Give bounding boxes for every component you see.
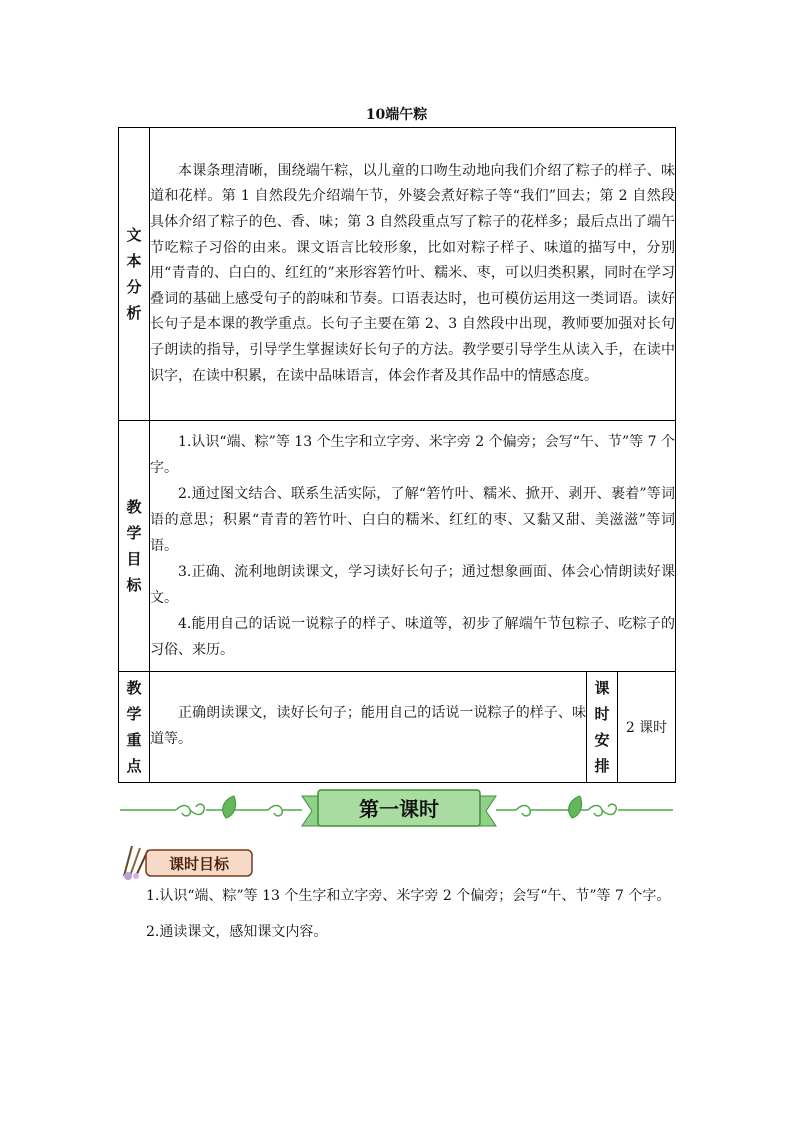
schedule-value: 2 课时 <box>618 672 676 783</box>
objective-item: 1.认识“端、粽”等 13 个生字和立字旁、米字旁 2 个偏旁；会写“午、节”等 7 个字。 <box>146 888 671 904</box>
row-label: 文 本 分 析 <box>119 128 150 421</box>
goal-item: 1.认识“端、粽”等 13 个生字和立字旁、米字旁 2 个偏旁；会写“午、节”等 7 个字。 <box>150 434 675 476</box>
badge-label: 课时目标 <box>168 855 230 873</box>
goal-item: 4.能用自己的话说一说粽子的样子、味道等，初步了解端午节包粽子、吃粽子的习俗、来历。 <box>150 616 675 658</box>
schedule-label: 课 时 安 排 <box>587 672 618 783</box>
text-analysis-cell <box>150 128 676 421</box>
row-label: 教 学 重 点 <box>119 672 150 783</box>
row-label: 教 学 目 标 <box>119 421 150 672</box>
key-points-cell <box>150 672 587 783</box>
vine-right-decoration <box>496 804 673 816</box>
teaching-goals-cell <box>150 421 676 672</box>
leaf-left-icon <box>223 796 236 818</box>
analysis-paragraph: 本课条理清晰，围绕端午粽，以儿童的口吻生动地向我们介绍了粽子的样子、味道和花样。第 1 自然段先介绍端午节，外婆会煮好粽子等“我们”回去；第 2 自然段具体介绍了粽子的色、香、味；第 3 自然段重点写了粽子的花样多；最后点出了端午节吃粽子习俗的由来。课文语言比较形象，比如对粽子样子、味道的描写中，分别用“青青的、白白的、红红的”来形容箬竹叶、糯米、枣，可以归类积累，同时在学习叠词的基础上感受句子的韵味和节奏。口语表达时，也可模仿运用这一类词语。读好长句子是本课的教学重点。长句子主要在第 2、3 自然段中出现，教师要加强对长句子朗读的指导，引导学生掌握读好长句子的方法。教学要引导学生从读入手，在读中识字，在读中积累，在读中品味语言，体会作者及其作品中的情感态度。 <box>150 162 675 384</box>
key-points-text: 正确朗读课文，读好长句子；能用自己的话说一说粽子的样子、味道等。 <box>150 705 586 747</box>
lesson-banner <box>118 788 675 832</box>
lesson-table <box>118 127 676 783</box>
table-row-key-points <box>119 672 676 783</box>
banner-title: 第一课时 <box>359 797 439 821</box>
lesson-objectives <box>118 882 675 954</box>
vine-left-decoration <box>120 804 302 816</box>
leaf-right-icon <box>569 796 582 818</box>
goal-item: 3.正确、流利地朗读课文，学习读好长句子；通过想象画面、体会心情朗读好课文。 <box>150 564 675 606</box>
objective-item: 2.通读课文，感知课文内容。 <box>146 924 328 940</box>
goal-item: 2.通过图文结合、联系生活实际，了解“箬竹叶、糯米、掀开、剥开、裹着”等词语的意思；积累“青青的箬竹叶、白白的糯米、红红的枣、又黏又甜、美滋滋”等词语。 <box>150 486 675 554</box>
brush-icon <box>124 846 148 880</box>
table-row-text-analysis <box>119 128 676 421</box>
table-row-teaching-goals <box>119 421 676 672</box>
page-title: 10端午粽 <box>365 107 428 123</box>
objectives-badge <box>118 842 258 882</box>
